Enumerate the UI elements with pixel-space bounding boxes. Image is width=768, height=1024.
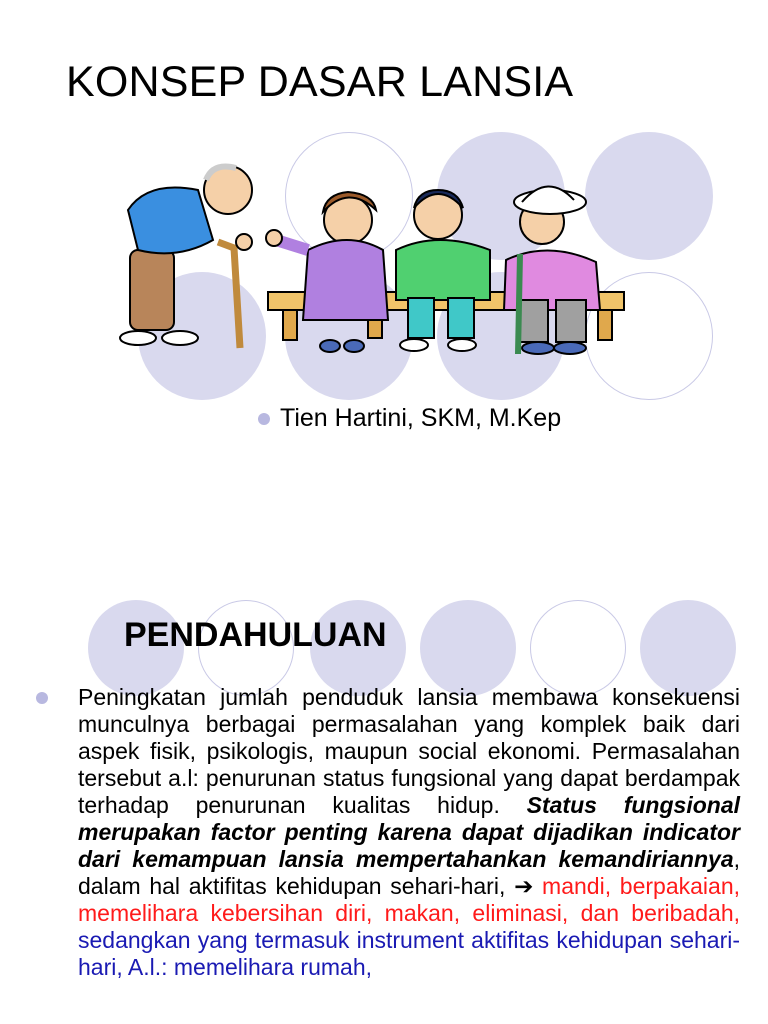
author-name: Tien Hartini, SKM, M.Kep: [280, 404, 562, 432]
decor-circle: [420, 600, 516, 696]
intro-paragraph: [78, 684, 740, 981]
decor-circle: [640, 600, 736, 696]
para-after-bold-text: , dalam hal aktifitas kehidupan sehari-hari,: [78, 846, 740, 899]
bullet-dot: [258, 413, 270, 425]
para-bold-text: Status fungsional merupakan factor penting karena dapat dijadikan indicator dari kemampuan lansia mempertahankan kemandiriannya: [78, 792, 740, 872]
elderly-people-clipart: [118, 150, 638, 365]
slide-pendahuluan: [0, 540, 768, 1024]
bullet-dot: [36, 692, 48, 704]
para-blue-text: sedangkan yang termasuk instrument aktifitas kehidupan sehari-hari, A.l.: memelihara rumah,: [78, 927, 740, 980]
author-item: [258, 404, 561, 433]
para-intro-text: Peningkatan jumlah penduduk lansia membawa konsekuensi munculnya berbagai permasalahan yang komplek baik dari aspek fisik, psikologis, maupun social ekonomi. Permasalahan tersebut a.l: penurunan status fungsional yang dapat berdampak terhadap penurunan kualitas hidup.: [78, 684, 740, 818]
para-red-text: mandi, berpakaian, memelihara kebersihan diri, makan, eliminasi, dan beribadah,: [78, 873, 740, 926]
arrow-icon: ➔: [514, 873, 534, 899]
section-title: PENDAHULUAN: [124, 616, 387, 654]
slide-title-text: KONSEP DASAR LANSIA: [66, 58, 574, 106]
decor-circle: [530, 600, 626, 696]
